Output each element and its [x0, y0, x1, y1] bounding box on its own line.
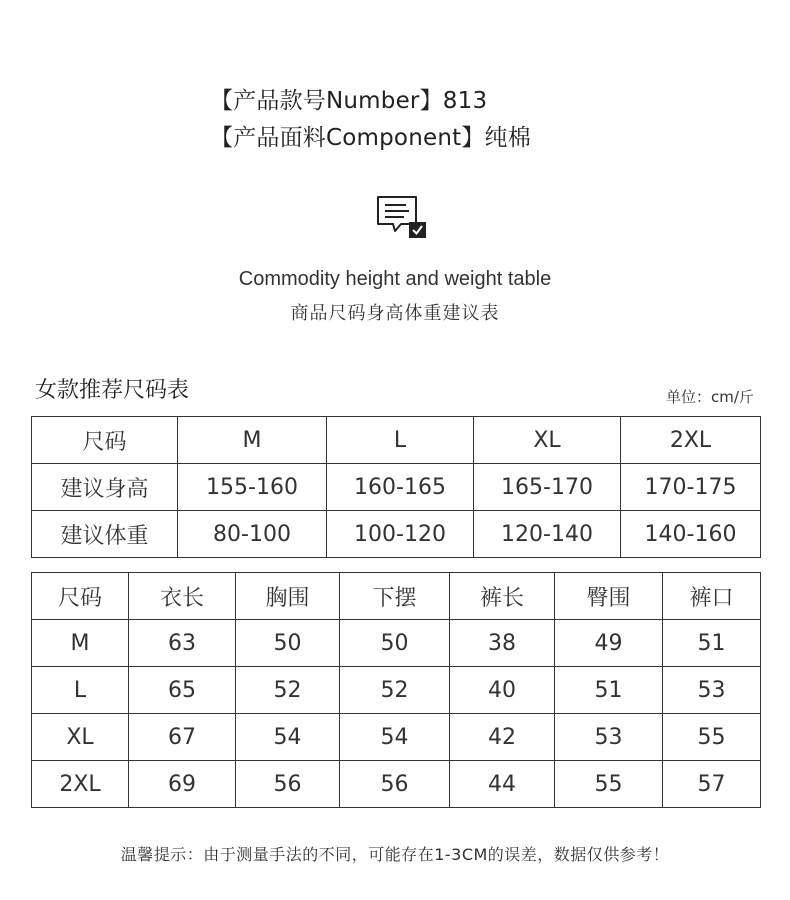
row-label-cell: 建议身高: [32, 464, 178, 511]
table-cell: 170-175: [621, 464, 761, 511]
table-cell: 53: [555, 714, 663, 761]
table-row: [32, 464, 761, 511]
measurement-disclaimer: 温馨提示：由于测量手法的不同，可能存在1-3CM的误差，数据仅供参考！: [120, 845, 670, 864]
table-cell: 55: [663, 714, 761, 761]
table-cell: 53: [663, 667, 761, 714]
table-cell: 49: [555, 620, 663, 667]
product-number-line: 【产品款号Number】813: [210, 88, 488, 114]
table-cell: 54: [236, 714, 340, 761]
header-cell: 衣长: [129, 573, 236, 620]
header-cell: 尺码: [32, 573, 129, 620]
size-cell: M: [32, 620, 129, 667]
table-cell: 57: [663, 761, 761, 808]
table-cell: 69: [129, 761, 236, 808]
table-cell: 42: [450, 714, 555, 761]
table-header-row: [32, 573, 761, 620]
table-cell: 51: [663, 620, 761, 667]
table-cell: 160-165: [327, 464, 474, 511]
row-label-cell: 建议体重: [32, 511, 178, 558]
table-row: [32, 761, 761, 808]
header-cell: M: [178, 417, 327, 464]
subtitle-chinese: 商品尺码身高体重建议表: [290, 303, 500, 324]
table-cell: 100-120: [327, 511, 474, 558]
table-cell: 38: [450, 620, 555, 667]
table-cell: 67: [129, 714, 236, 761]
size-cell: 2XL: [32, 761, 129, 808]
table-row: [32, 620, 761, 667]
table-cell: 54: [340, 714, 450, 761]
table-row: [32, 511, 761, 558]
table-cell: 50: [236, 620, 340, 667]
table-row: [32, 667, 761, 714]
table-cell: 155-160: [178, 464, 327, 511]
header-cell: 尺码: [32, 417, 178, 464]
table-header-row: [32, 417, 761, 464]
table-cell: 40: [450, 667, 555, 714]
header-cell: 下摆: [340, 573, 450, 620]
size-cell: L: [32, 667, 129, 714]
table-cell: 50: [340, 620, 450, 667]
table-cell: 63: [129, 620, 236, 667]
unit-label: 单位：cm/斤: [666, 388, 754, 406]
header-cell: L: [327, 417, 474, 464]
table-cell: 56: [236, 761, 340, 808]
table-cell: 51: [555, 667, 663, 714]
table-row: [32, 714, 761, 761]
size-measurement-table: [31, 572, 761, 808]
table-cell: 65: [129, 667, 236, 714]
table-cell: 44: [450, 761, 555, 808]
table-cell: 80-100: [178, 511, 327, 558]
table-cell: 140-160: [621, 511, 761, 558]
table-cell: 56: [340, 761, 450, 808]
header-cell: 臀围: [555, 573, 663, 620]
table-cell: 165-170: [474, 464, 621, 511]
recommend-size-table: [31, 416, 761, 558]
header-cell: 裤口: [663, 573, 761, 620]
table-cell: 52: [340, 667, 450, 714]
table-cell: 55: [555, 761, 663, 808]
size-cell: XL: [32, 714, 129, 761]
chat-check-icon: [376, 195, 428, 241]
header-cell: XL: [474, 417, 621, 464]
product-component-line: 【产品面料Component】纯棉: [210, 125, 531, 151]
header-cell: 2XL: [621, 417, 761, 464]
subtitle-english: Commodity height and weight table: [238, 268, 552, 290]
header-cell: 胸围: [236, 573, 340, 620]
women-size-title: 女款推荐尺码表: [35, 378, 190, 403]
table-cell: 52: [236, 667, 340, 714]
table-cell: 120-140: [474, 511, 621, 558]
header-cell: 裤长: [450, 573, 555, 620]
